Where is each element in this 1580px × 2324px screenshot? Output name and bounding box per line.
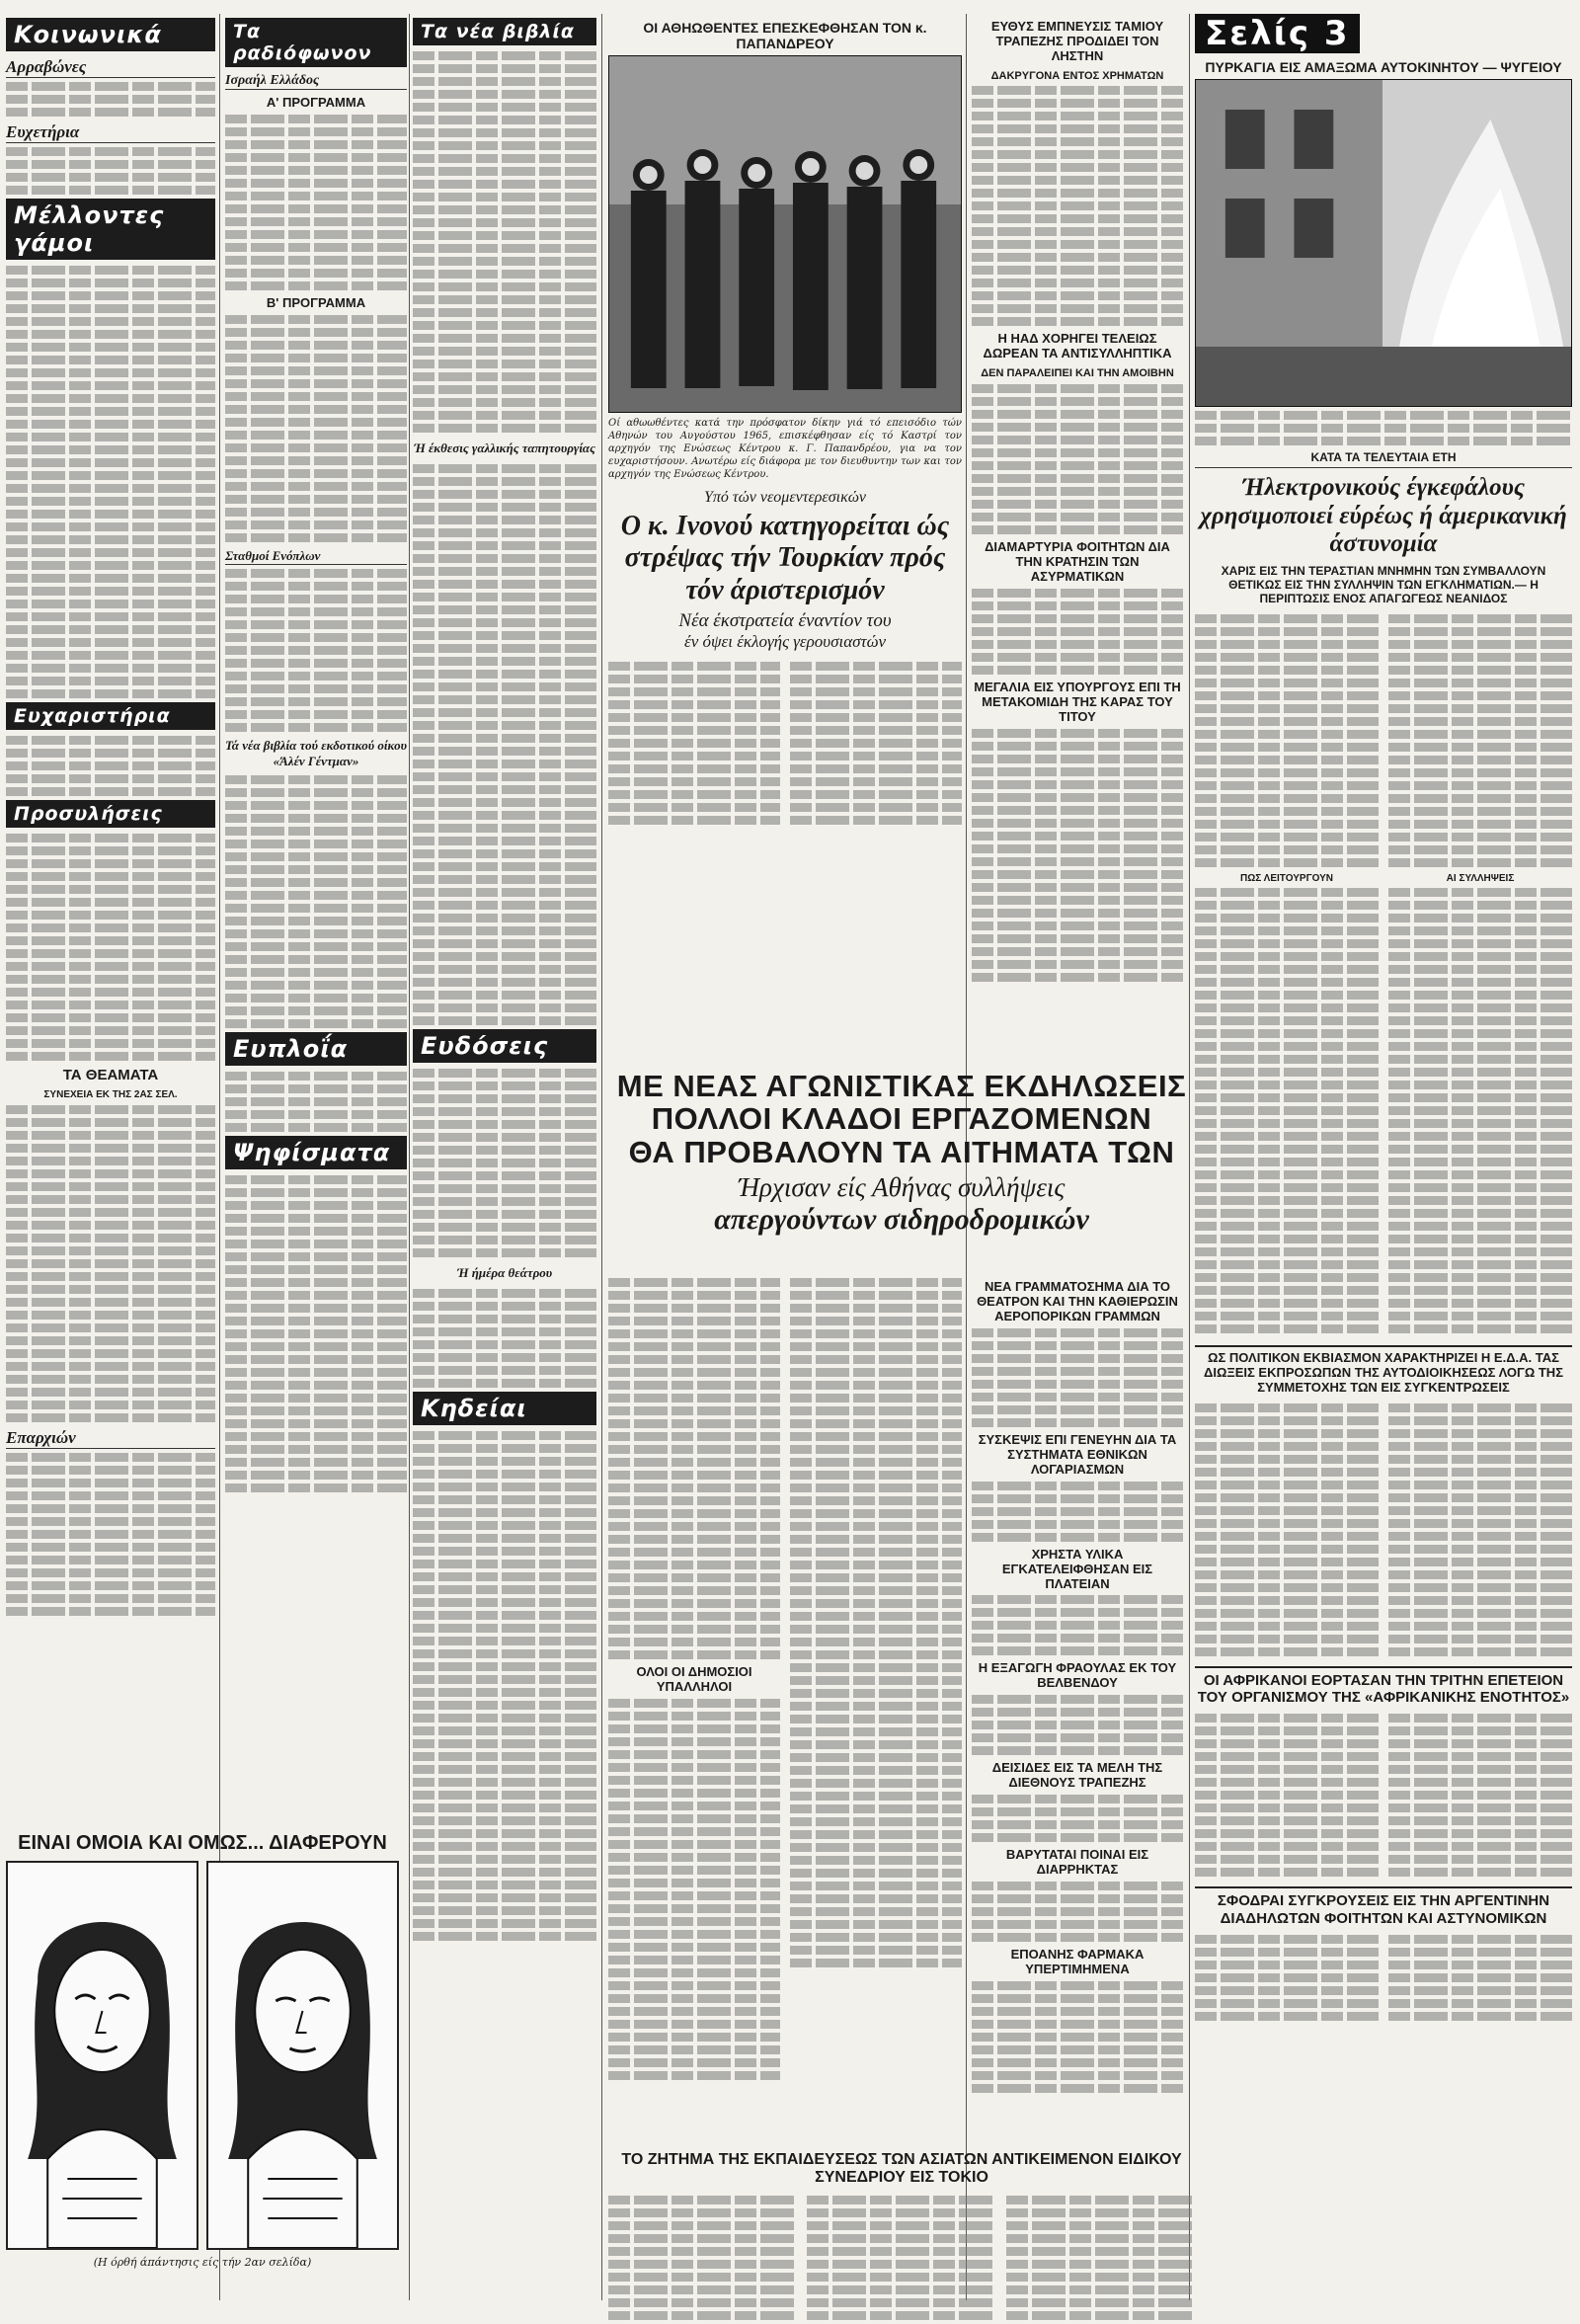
photo-headline: ΟΙ ΑΘΗΩΘΕΝΤΕΣ ΕΠΕΣΚΕΦΘΗΣΑΝ ΤΟΝ κ. ΠΑΠΑΝΔΡΕΟΥ (643, 20, 927, 52)
theatre-subtitle: ΣΥΝΕΧΕΙΑ ΕΚ ΤΗΣ 2ΑΣ ΣΕΛ. (43, 1089, 178, 1101)
civil-servants-head: ΟΛΟΙ ΟΙ ΔΗΜΟΣΙΟΙ ΥΠΑΛΛΗΛΟΙ (636, 1664, 752, 1694)
stamps-head: ΝΕΑ ΓΡΑΜΜΑΤΟΣΗΜΑ ΔΙΑ ΤΟ ΘΕΑΤΡΟΝ ΚΑΙ ΤΗΝ ΚΑΘΙΕΡΩΣΙΝ ΑΕΡΟΠΟΡΙΚΩΝ ΓΡΑΜΜΩΝ (977, 1279, 1178, 1323)
column-rule (601, 14, 602, 2300)
cartoon-panel-right (206, 1861, 399, 2250)
lead-subhead-2: έν όψει έκλογής γερουσιαστών (684, 631, 886, 651)
banner-line-4: Ήρχισαν είς Αθήνας συλλήψεις (738, 1172, 1066, 1203)
subhead-provinces: Επαρχιών (6, 1428, 215, 1449)
group-photo-illustration (609, 56, 961, 412)
subhead-radio-station: Ισραήλ Ελλάδος (225, 73, 407, 90)
page-number-masthead: Σελίς 3 (1195, 14, 1360, 53)
drugs-head: ΕΠΟΑΝΗΣ ΦΑΡΜΑΚΑ ΥΠΕΡΤΙΜΗΜΕΝΑ (1010, 1947, 1145, 1976)
lead-kicker: Υπό τών νεομεντερεσικών (703, 489, 867, 507)
strawberry-head: Η ΕΞΑΓΩΓΗ ΦΡΑΟΥΛΑΣ ΕΚ ΤΟΥ ΒΕΛΒΕΝΔΟΥ (978, 1660, 1177, 1691)
world-bank-head: ΔΕΙΣΙΔΕΣ ΕΙΣ ΤΑ ΜΕΛΗ ΤΗΣ ΔΙΕΘΝΟΥΣ ΤΡΑΠΕΖΗΣ (991, 1760, 1163, 1791)
argentina-head: ΣΦΟΔΡΑΙ ΣΥΓΚΡΟΥΣΕΙΣ ΕΙΣ ΤΗΝ ΑΡΓΕΝΤΙΝΗΝ ΔΙΑΔΗΛΩΤΩΝ ΦΟΙΤΗΤΩΝ ΚΑΙ ΑΣΤΥΝΟΜΙΚΩΝ (1195, 1886, 1572, 1927)
photo-caption: Οί αθωωθέντες κατά την πρόσφατον δίκην γιά τό επεισόδιο τών Αθηνών του Αυγούστου 1965, επισκέφθησαν είς τό Καστρί τον αρχηγόν της Ενώσεως Κέντρου κ. Γ. Παπανδρέου, για να τον ευχαριστήσουν. Ανωτέρω είς διάφορα με τον διευθυντην των και τον αρχηγόν της Ενώσεως Κέντρου. (608, 418, 962, 481)
tapestry-exhibition-title: Ή έκθεσις γαλλικής ταπητουργίας (414, 441, 595, 455)
books-publisher-title: Τά νέα βιβλία τού εκδοτικού οίκου «Άλέν Γέντμαν» (225, 737, 407, 768)
books-column (413, 14, 596, 1945)
news-briefs-lower (972, 1274, 1183, 2097)
police-subhead: ΧΑΡΙΣ ΕΙΣ ΤΗΝ ΤΕΡΑΣΤΙΑΝ ΜΝΗΜΗΝ ΤΩΝ ΣΥΜΒΑΛΛΟΥΝ ΘΕΤΙΚΩΣ ΕΙΣ ΤΗΝ ΣΥΛΛΗΨΙΝ ΤΩΝ ΕΓΚΛΗΜΑΤΙΩΝ.— Η ΠΕΡΙΠΤΩΣΙΣ ΕΝΟΣ ΑΠΑΓΩΓΕΩΣ ΝΕΑΝΙΔΟΣ (1221, 564, 1546, 605)
banner-line-1: ΜΕ ΝΕΑΣ ΑΓΩΝΙΣΤΙΚΑΣ ΕΚΔΗΛΩΣΕΙΣ (616, 1069, 1187, 1103)
theatre-title: ΤΑ ΘΕΑΜΑΤΑ (62, 1067, 159, 1083)
news-briefs-column (972, 14, 1183, 986)
section-header-radio: Τα ραδιόφωνον (225, 18, 407, 67)
left-column (6, 14, 215, 1620)
tokyo-story (608, 2145, 1195, 2324)
police-kicker: ΚΑΤΑ ΤΑ ΤΕΛΕΥΤΑΙΑ ΕΤΗ (1195, 451, 1572, 468)
subhead-engagements: Αρραβώνες (6, 57, 215, 78)
students-protest-head: ΔΙΑΜΑΡΤΥΡΙΑ ΦΟΙΤΗΤΩΝ ΔΙΑ ΤΗΝ ΚΡΑΤΗΣΙΝ ΤΩΝ ΑΣΥΡΜΑΤΙΚΩΝ (985, 538, 1170, 584)
lead-column (608, 14, 962, 829)
eda-head: ΩΣ ΠΟΛΙΤΙΚΟΝ ΕΚΒΙΑΣΜΟΝ ΧΑΡΑΚΤΗΡΙΖΕΙ Η Ε.Δ.Α. ΤΑΣ ΔΙΩΞΕΙΣ ΕΚΠΡΟΣΩΠΩΝ ΤΗΣ ΑΥΤΟΔΙΟΙΚΗΣΕΩΣ ΛΟΓΩ ΤΗΣ ΣΥΜΜΕΤΟΧΗΣ ΤΩΝ ΕΙΣ ΣΥΓΚΕΝΤΡΩΣΕΙΣ (1195, 1345, 1572, 1396)
column-rule (409, 14, 410, 2300)
section-header-invitations: Προσυλήσεις (6, 800, 215, 828)
group-photo (608, 55, 962, 413)
africa-head: ΟΙ ΑΦΡΙΚΑΝΟΙ ΕΟΡΤΑΣΑΝ ΤΗΝ ΤΡΙΤΗΝ ΕΠΕΤΕΙΟΝ ΤΟΥ ΟΡΓΑΝΙΣΜΟΥ ΤΗΣ «ΑΦΡΙΚΑΝΙΚΗΣ ΕΝΟΤΗΤΟΣ» (1195, 1666, 1572, 1707)
tokyo-headline: ΤΟ ΖΗΤΗΜΑ ΤΗΣ ΕΚΠΑΙΔΕΥΣΕΩΣ ΤΩΝ ΑΣΙΑΤΩΝ ΑΝΤΙΚΕΙΜΕΝΟΝ ΕΙΔΙΚΟΥ ΣΥΝΕΔΡΙΟΥ ΕΙΣ ΤΟΚΙΟ (621, 2151, 1182, 2187)
strike-story-body (608, 1274, 962, 2084)
ministers-head: ΜΕΓΑΛΙΑ ΕΙΣ ΥΠΟΥΡΓΟΥΣ ΕΠΙ ΤΗ ΜΕΤΑΚΟΜΙΔΗ ΤΗΣ ΚΑΡΑΣ ΤΟΥ ΤΙΤΟΥ (974, 679, 1181, 724)
fire-photo-illustration (1196, 80, 1571, 406)
arrests-head: ΑΙ ΣΥΛΛΗΨΕΙΣ (1446, 872, 1515, 884)
cartoon-puzzle (6, 1832, 399, 2301)
cartoon-title: ΕΙΝΑΙ ΟΜΟΙΑ ΚΑΙ ΟΜΩΣ... ΔΙΑΦΕΡΟΥΝ (18, 1832, 387, 1854)
how-they-work-head: ΠΩΣ ΛΕΙΤΟΥΡΓΟΥΝ (1240, 872, 1333, 884)
contraceptives-subhead: ΔΕΝ ΠΑΡΑΛΕΙΠΕΙ ΚΑΙ ΤΗΝ ΑΜΟΙΒΗΝ (981, 367, 1174, 380)
fire-photo (1195, 79, 1572, 407)
section-header-releases: Ευδόσεις (413, 1029, 596, 1063)
fire-photo-headline: ΠΥΡΚΑΓΙΑ ΕΙΣ ΑΜΑΞΩΜΑ ΑΥΤΟΚΙΝΗΤΟΥ — ΨΥΓΕΙΟΥ (1205, 59, 1562, 75)
section-header-social: Κοινωνικά (6, 18, 215, 51)
woman-portrait-icon (8, 1863, 197, 2248)
bank-robber-subhead: ΔΑΚΡΥΓΟΝΑ ΕΝΤΟΣ ΧΡΗΜΑΤΩΝ (990, 69, 1164, 82)
lead-headline: Ο κ. Ινονού κατηγορείται ώς στρέψας τήν Τουρκίαν πρός τόν άριστερισμόν (620, 511, 950, 605)
materials-head: ΧΡΗΣΤΑ ΥΛΙΚΑ ΕΓΚΑΤΕΛΕΙΦΘΗΣΑΝ ΕΙΣ ΠΛΑΤΕΙΑΝ (1001, 1546, 1153, 1591)
subhead-greetings: Ευχετήρια (6, 122, 215, 143)
burglars-head: ΒΑΡΥΤΑΤΑΙ ΠΟΙΝΑΙ ΕΙΣ ΔΙΑΡΡΗΚΤΑΣ (1005, 1847, 1149, 1878)
lead-subhead: Νέα έκστρατεία έναντίον του (678, 609, 892, 631)
banner-line-2: ΠΟΛΛΟΙ ΚΛΑΔΟΙ ΕΡΓΑΖΟΜΕΝΩΝ (651, 1101, 1152, 1137)
police-headline: Ήλεκτρονικούς έγκεφάλους χρησιμοποιεί εύρέως ή άμερικανική άστυνομία (1200, 473, 1567, 558)
right-column (1195, 14, 1572, 2025)
program-b-title: Β' ΠΡΟΓΡΑΜΜΑ (266, 294, 366, 310)
section-header-new-books: Τα νέα βιβλία (413, 18, 596, 45)
banner-line-3: ΘΑ ΠΡΟΒΑΛΟΥΝ ΤΑ ΑΙΤΗΜΑΤΑ ΤΩΝ (628, 1134, 1175, 1169)
contraceptives-head: Η ΗΑΔ ΧΟΡΗΓΕΙ ΤΕΛΕΙΩΣ ΔΩΡΕΑΝ ΤΑ ΑΝΤΙΣΥΛΛΗΠΤΙΚΑ (983, 331, 1172, 361)
program-a-title: Α' ΠΡΟΓΡΑΜΜΑ (266, 95, 366, 110)
banner-line-5: απεργούντων σιδηροδρομικών (714, 1203, 1089, 1237)
section-header-resolutions: Ψηφίσματα (225, 1136, 407, 1169)
subhead-armed-forces-stations: Σταθμοί Ενόπλων (225, 548, 407, 565)
radio-column (225, 14, 407, 1496)
section-header-funerals: Κηδείαι (413, 1392, 596, 1425)
section-header-weddings: Μέλλοντες γάμοι (6, 199, 215, 260)
woman-portrait-icon (208, 1863, 397, 2248)
main-banner (608, 1070, 1195, 1237)
section-header-eucharist: Ευπλοΐα (225, 1032, 407, 1066)
cartoon-caption: (Η όρθή άπάντησις είς τήν 2αν σελίδα) (93, 2256, 312, 2269)
theatre-day-title: Ή ήμέρα θεάτρου (456, 1265, 553, 1280)
bank-robber-head: ΕΥΘΥΣ ΕΜΠΝΕΥΣΙΣ ΤΑΜΙΟΥ ΤΡΑΠΕΖΗΣ ΠΡΟΔΙΔΕΙ ΤΟΝ ΛΗΣΤΗΝ (990, 19, 1164, 63)
cartoon-panel-left (6, 1861, 198, 2250)
geneva-head: ΣΥΣΚΕΨΙΣ ΕΠΙ ΓΕΝΕΥΗΝ ΔΙΑ ΤΑ ΣΥΣΤΗΜΑΤΑ ΕΘΝΙΚΩΝ ΛΟΓΑΡΙΑΣΜΩΝ (978, 1431, 1177, 1477)
section-header-thanks: Ευχαριστήρια (6, 702, 215, 730)
